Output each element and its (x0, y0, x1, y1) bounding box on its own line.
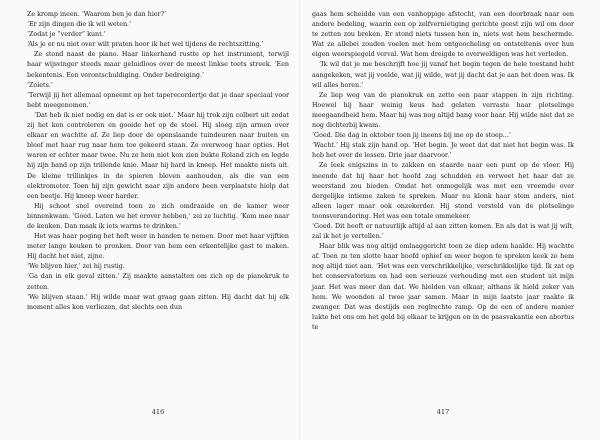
left-page (27, 10, 289, 440)
right-page (312, 10, 574, 440)
paragraph: ‘Zoiets.’ (27, 81, 53, 89)
paragraph: gaas hem scheidde van een vanhoppige afstocht, van een doorbraak naar een andere bedeling, waarin een op zelfvernietiging gerichte geest zijn wil om door te zetten zou breken. Er stond niets tussen hen in, niets wat hem beschermde. Wat ze allebei zouden voelen met hem ontgoocheling en ontsteltenis over hun eigen weerspiegeld verval. Wat hem dreigde te overweldigen was het verleden. (312, 11, 574, 59)
paragraph: Ze kromp ineen. ‘Waarom ben je dan hier?’ (27, 11, 167, 18)
paragraph: Ze stond naast de piano. Haar linkerhand rustte op het instrument, terwijl haar wijsvinger steeds maar geluidloos over de meest linkse toets streek. ‘Een bekentenis. Een verontschuldiging. Onder bedreiging.’ (27, 51, 289, 79)
paragraph: ‘Ik wil dat je me beschrijft hoe jij vanaf het begin tegen de hele toestand hebt aangekeken, wat jij voelde, wat jij wilde, wat jij dacht dat je aan het doen was. Ik wil alles horen.’ (312, 61, 574, 89)
paragraph: ‘Zodat je “verder” kunt.’ (27, 31, 106, 39)
paragraph: ‘We blijven staan.’ Hij wilde maar wat graag gaan zitten. Hij dacht dat hij elk moment alles kon verliezen, dat slechts een dun (27, 293, 289, 311)
paragraph: Haar blik was nog altijd omlaaggericht toen ze diep adem haalde. Hij wachtte af. Toen ze ten slotte haar hoofd ophief en weer begon te spreken keek ze hem nog altijd niet aan. ‘Het was een verschrikkelijke, verschrikkelijke tijd. Ik zat op het conservatorium en had een serieuze verhouding met een student uit mijn jaar. Het was meer dan dat. We hielden van elkaar, althans ik hield zeker van hem. We woonden al twee jaar samen. Maar in mijn laatste jaar raakte ik zwanger. Dat was destijds een reglrechte ramp. Op de een of andere manier lukte het ons om het geld bij elkaar te krijgen en in de paasvakantie een abortus te (312, 243, 574, 331)
book-gutter (299, 0, 301, 440)
paragraph: ‘Dat heb ik niet nodig en dat is er ook niet.’ Maar hij trok zijn colbert uit zodat zij het kon controleren en gooide het op de stoel. Hij sloeg zijn armen over elkaar en wachtte af. Ze liep door de openslaande tuindeuren naar buiten en bleef met haar rug naar hem toe gekeerd staan. Ze overwoog haar opties. Het waren er echter maar twee. Nu ze hem niet kon zien bukte Roland zich en legde hij zijn hand op zijn trillende knie. Maar hij hard in kneep. Het maakte niets uit. De kleine trillinkjes in de spieren bleven aanhouden, als die van een elektromotor. Toen hij zijn gewicht naar zijn andere been verplaatste hielp dat een beetje. Hij kneep weer harder. (27, 111, 289, 200)
right-page-text (312, 10, 574, 333)
paragraph: Ze liep weg van de pianokruk en zette een paar stappen in zijn richting. Hoewel hij haar weinig keus had gelaten verraste haar plotselinge meegaandheid hem. Maar hij was nog altijd bang voor haar. Hij wilde niet dat ze nog dichterbij kwam. (312, 91, 574, 130)
page-number: 416 (151, 408, 165, 416)
paragraph: ‘We blijven hier,’ zei hij rustig. (27, 263, 125, 271)
paragraph: ‘Goed. Die dag in oktober toen jij ineens bij me op de stoep...’ (312, 132, 511, 140)
page-number: 417 (436, 408, 450, 416)
paragraph: ‘Wacht.’ Hij stak zijn hand op. ‘Het begin. Je weet dat dat niet het begin was. Ik heb het over de lessen. Drie jaar daarvoor.’ (312, 142, 574, 160)
paragraph: ‘Er zijn dingen die ik wil weten.’ (27, 21, 132, 29)
paragraph: ‘Als je er nu niet over wilt praten hoor ik het wel tijdens de rechtszitting.’ (27, 41, 264, 49)
paragraph: Ze leek enigszins in te zakken en staarde naar een punt op de vloer. Hij meende dat hij haar het hoofd zag schudden en verweet het haar dat ze weerstand zou bieden. Omdat het onmogelijk was met een vreemde over dergelijke intieme zaken te spreken. Maar nu klonk haar stem anders, niet alleen lager maar ook onzekerder. Hij stond versteld van de plotselinge toonsverandering. Het was een totale ommekeer. (312, 162, 574, 220)
paragraph: ‘Terwijl jij het allemaal opneemt op het taperecordertje dat je daar speciaal voor hebt meegenomen.’ (27, 91, 289, 109)
paragraph: Hij schoot snel overeind toen ze zich omdraaide en de kamer weer binnenkwam. ‘Goed. Laten we het erover hebben,’ zei ze luchtig. ‘Kom mee naar de keuken. Dan maak ik iets warms te drinken.’ (27, 202, 289, 230)
paragraph: Het was haar poging het heft weer in handen te nemen. Door met haar vijftien meter lange keuken te pronken. Door van hem een erkentelijke gast te maken. Hij dacht het niet, zijne. (27, 233, 289, 261)
left-page-text (27, 10, 289, 313)
paragraph: ‘Goed. Dit heeft er natuurlijk altijd al aan zitten komen. En als dat is wat jij wilt, zal ik het je vertellen.’ (312, 222, 574, 241)
paragraph: ‘Ga dan in elk geval zitten.’ Zij maakte aanstalten om zich op de pianokruk te zetten. (27, 273, 289, 291)
